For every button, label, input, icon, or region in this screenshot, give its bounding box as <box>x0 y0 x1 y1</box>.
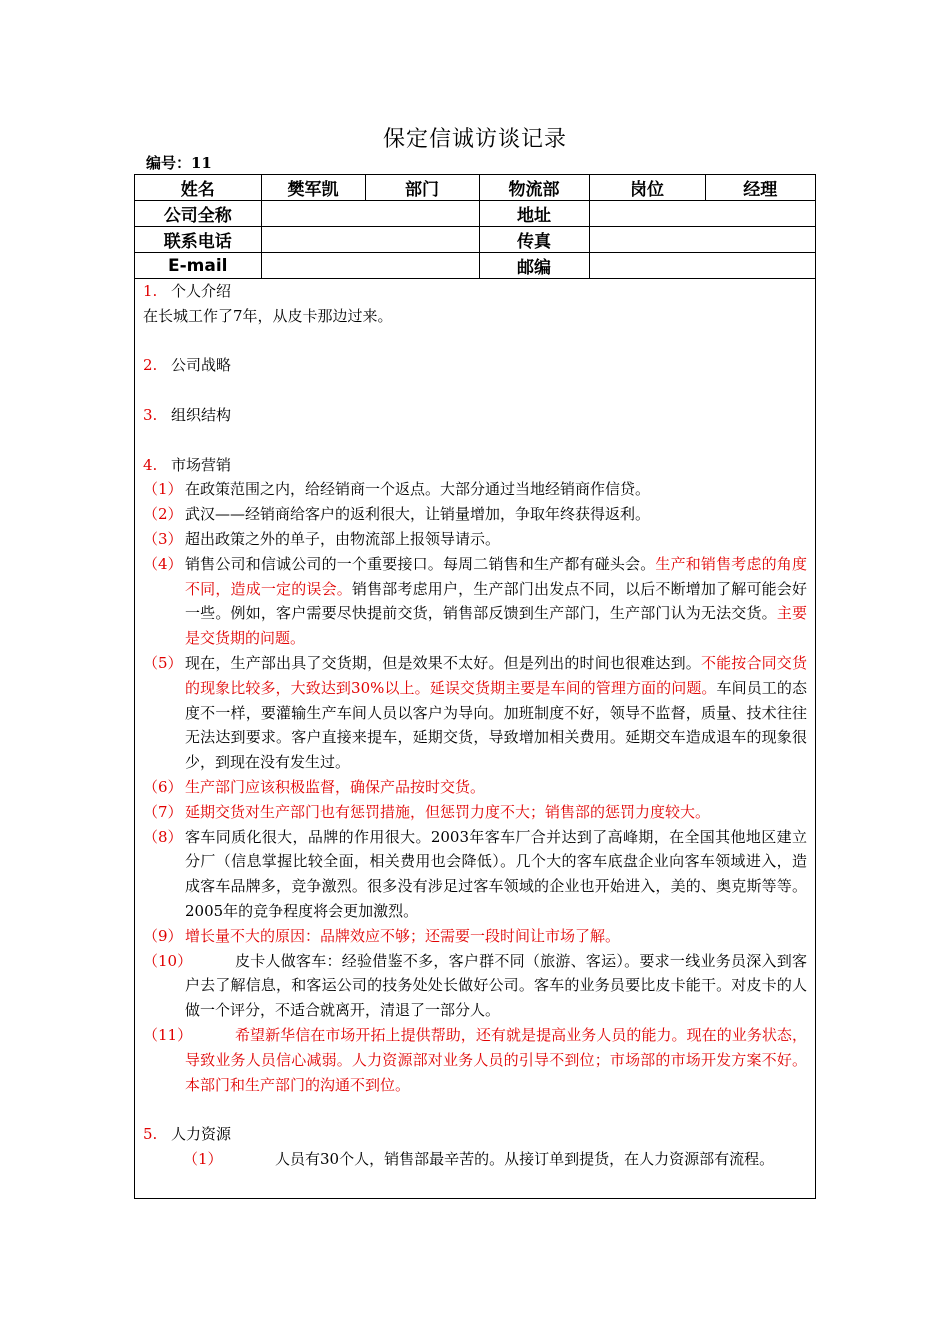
list-item: （3） 超出政策之外的单子，由物流部上报领导请示。 <box>143 529 501 548</box>
list-item: （11） 希望新华信在市场开拓上提供帮助，还有就是提高业务人员的能力。现在的业务状态，导致业务人员信心减弱。人力资源部对业务人员的引导不到位；市场部的市场开发方案不好。本部门和生产部门的沟通不到位。 <box>143 1025 807 1094</box>
list-item: （10） 皮卡人做客车：经验借鉴不多，客户群不同（旅游、客运）。要求一线业务员深入到客户去了解信息，和客运公司的技务处处长做好公司。客车的业务员要比皮卡能干。对皮卡的人做一个评分，不适合就离开，清退了一部分人。 <box>143 951 807 1020</box>
list-item: （9） 增长量不大的原因：品牌效应不够；还需要一段时间让市场了解。 <box>143 926 621 945</box>
post-label: 岗位 <box>589 175 705 201</box>
email-label: E-mail <box>135 253 261 279</box>
list-item: （7） 延期交货对生产部门也有惩罚措施，但惩罚力度不大；销售部的惩罚力度较大。 <box>143 802 711 821</box>
phone-value <box>261 227 479 253</box>
section-3-number: 3. <box>143 405 158 424</box>
list-item: （1） 人员有30个人，销售部最辛苦的。从接订单到提货，在人力资源部有流程。 <box>183 1149 775 1168</box>
info-row-email <box>135 253 815 279</box>
section-2-title: 公司战略 <box>171 356 232 375</box>
list-item: （8） 客车同质化很大，品牌的作用很大。2003年客车厂合并达到了高峰期，在全国其他地区建立分厂（信息掌握比较全面，相关费用也会降低）。几个大的客车底盘企业向客车领域进入，造成客车品牌多，竞争激烈。很多没有涉足过客车领域的企业也开始进入，美的、奥克斯等等。2005年的竞争程度将会更加激烈。 <box>143 827 807 920</box>
name-value: 樊军凯 <box>261 175 365 201</box>
list-item: （5） 现在，生产部出具了交货期，但是效果不太好。但是列出的时间也很难达到。不能按合同交货的现象比较多，大致达到30%以上。延误交货期主要是车间的管理方面的问题。车间员工的态度不一样，要灌输生产车间人员以客户为导向。加班制度不好，领导不监督，质量、技术往往无法达到要求。客户直接来提车，延期交货，导致增加相关费用。延期交车造成退车的现象很少，到现在没有发生过。 <box>143 653 807 772</box>
section-4-title: 市场营销 <box>171 455 232 474</box>
company-label: 公司全称 <box>135 201 261 227</box>
dept-value: 物流部 <box>479 175 589 201</box>
info-table <box>135 175 815 279</box>
interview-body <box>143 279 807 1172</box>
email-value <box>261 253 479 279</box>
section-3-title: 组织结构 <box>171 405 232 424</box>
list-item: （1） 在政策范围之内，给经销商一个返点。大部分通过当地经销商作信贷。 <box>143 480 651 499</box>
address-value <box>589 201 815 227</box>
info-row-company <box>135 201 815 227</box>
fax-label: 传真 <box>479 227 589 253</box>
section-3-heading <box>143 403 807 428</box>
section-1-number: 1. <box>143 282 158 300</box>
section-5-heading <box>143 1122 807 1147</box>
section-1-title: 个人介绍 <box>171 282 232 300</box>
post-value: 经理 <box>705 175 815 201</box>
section-4-heading <box>143 453 807 478</box>
dept-label: 部门 <box>365 175 479 201</box>
section-5-title: 人力资源 <box>171 1125 232 1144</box>
section-4-number: 4. <box>143 455 158 474</box>
document-title: 保定信诚访谈记录 <box>382 127 567 152</box>
section-2-number: 2. <box>143 356 158 375</box>
section-5-number: 5. <box>143 1125 158 1144</box>
info-row-phone <box>135 227 815 253</box>
info-row-name <box>135 175 815 201</box>
list-item: （4） 销售公司和信诚公司的一个重要接口。每周二销售和生产都有碰头会。生产和销售考虑的角度不同，造成一定的误会。销售部考虑用户，生产部门出发点不同，以后不断增加了解可能会好一些。例如，客户需要尽快提前交货，销售部反馈到生产部门，生产部门认为无法交货。主要是交货期的问题。 <box>143 554 807 648</box>
list-item: （2） 武汉——经销商给客户的返利很大，让销量增加，争取年终获得返利。 <box>143 505 651 524</box>
phone-label: 联系电话 <box>135 227 261 253</box>
list-item: （6） 生产部门应该积极监督，确保产品按时交货。 <box>143 777 486 796</box>
name-label: 姓名 <box>135 175 261 201</box>
address-label: 地址 <box>479 201 589 227</box>
zip-label: 邮编 <box>479 253 589 279</box>
document-number: 编号：11 <box>146 154 212 172</box>
fax-value <box>589 227 815 253</box>
zip-value <box>589 253 815 279</box>
section-2-heading <box>143 353 807 378</box>
section-1-heading <box>143 279 807 304</box>
record-frame <box>134 174 816 1199</box>
company-value <box>261 201 479 227</box>
section-1-text: 在长城工作了7年，从皮卡那边过来。 <box>143 306 393 325</box>
